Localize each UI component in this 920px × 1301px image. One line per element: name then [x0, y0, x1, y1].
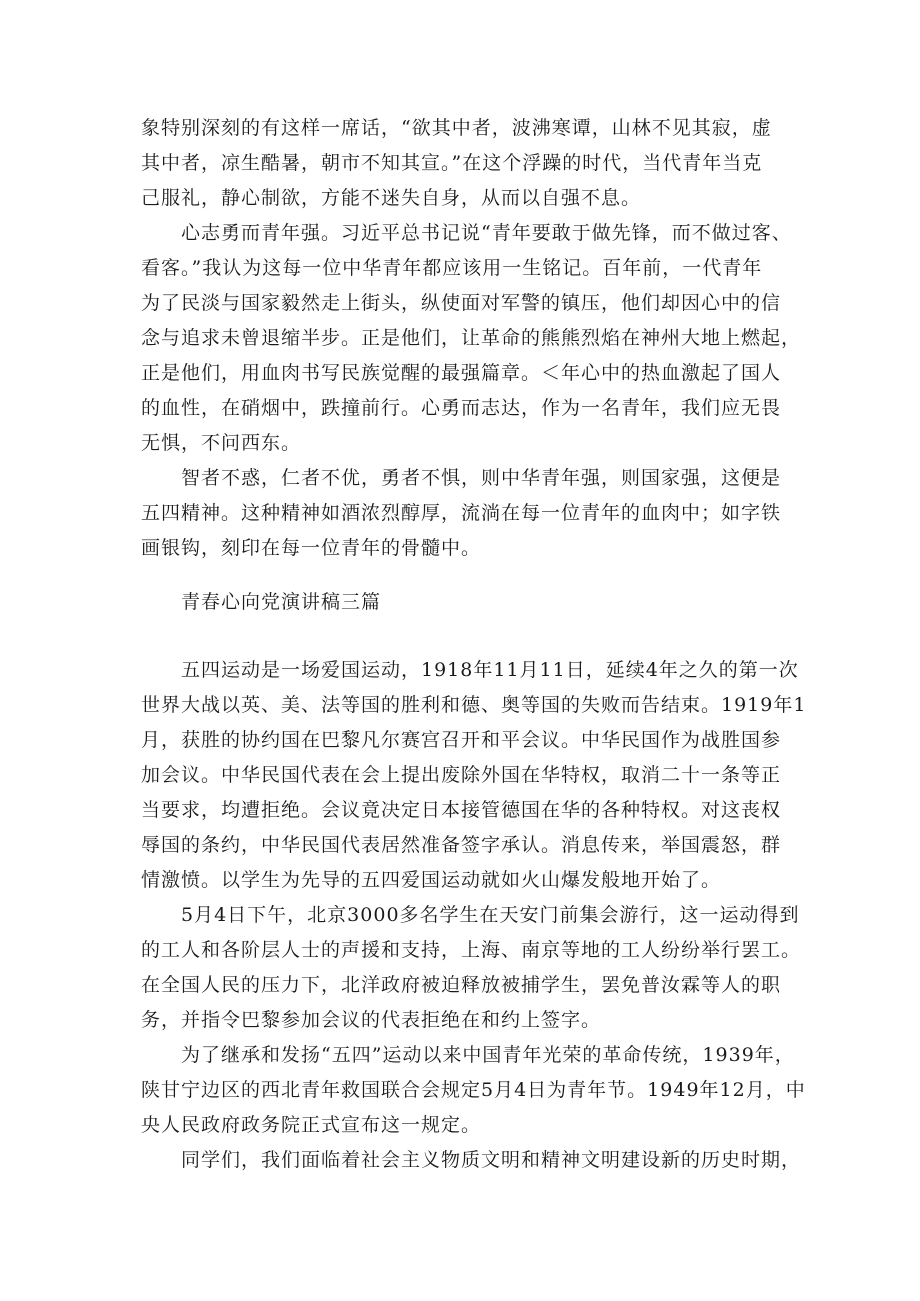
- paragraph-line: 在全国人民的压力下，北洋政府被迫释放被捕学生，罢免普汝霖等人的职: [141, 974, 782, 996]
- section-speech-body: [141, 653, 807, 1178]
- paragraph-line: 同学们，我们面临着社会主义物质文明和精神文明建设新的历史时期，: [141, 1149, 802, 1171]
- paragraph-line: 画银钩，刻印在每一位青年的骨髓中。: [141, 537, 482, 559]
- paragraph-line: 为了民淡与国家毅然走上街头，纵使面对军警的镇压，他们却因心中的信: [141, 292, 782, 314]
- paragraph-line: 辱国的条约，中华民国代表居然准备签字承认。消息传来，举国震怒，群: [141, 834, 782, 856]
- paragraph-line: 五四运动是一场爱国运动，1918年11月11日，延续4年之久的第一次: [141, 659, 799, 681]
- paragraph-line: 象特别深刻的有这样一席话，“欲其中者，波沸寒谭，山林不见其寂，虚: [141, 117, 772, 139]
- paragraph-line: 务，并指令巴黎参加会议的代表拒绝在和约上签字。: [141, 1009, 602, 1031]
- paragraph-line: 情激愤。以学生为先导的五四爱国运动就如火山爆发般地开始了。: [141, 869, 722, 891]
- paragraph-line: 看客。”我认为这每一位中华青年都应该用一生铭记。百年前，一代青年: [141, 257, 763, 279]
- paragraph-line: 世界大战以英、美、法等国的胜利和德、奥等国的失败而告结束。1919年1: [141, 694, 807, 716]
- paragraph-line: 月，获胜的协约国在巴黎凡尔赛宫召开和平会议。中华民国作为战胜国参: [141, 729, 782, 751]
- section-title: 青春心向党演讲稿三篇: [181, 591, 382, 613]
- paragraph-line: 陕甘宁边区的西北青年救国联合会规定5月4日为青年节。1949年12月，中: [141, 1079, 806, 1101]
- paragraph-line: 当要求，均遭拒绝。会议竟决定日本接管德国在华的各种特权。对这丧权: [141, 799, 782, 821]
- paragraph-line: 的工人和各阶层人士的声援和支持，上海、南京等地的工人纷纷举行罢工。: [141, 939, 802, 961]
- paragraph-line: 己服礼，静心制欲，方能不迷失自身，从而以自强不息。: [141, 187, 642, 209]
- paragraph-line: 的血性，在硝烟中，跌撞前行。心勇而志达，作为一名青年，我们应无畏: [141, 397, 782, 419]
- paragraph-line: 无惧，不问西东。: [141, 432, 302, 454]
- paragraph-line: 为了继承和发扬“五四”运动以来中国青年光荣的革命传统，1939年，: [141, 1044, 795, 1066]
- paragraph-line: 五四精神。这种精神如酒浓烈醇厚，流淌在每一位青年的血肉中；如字铁: [141, 502, 782, 524]
- paragraph-line: 心志勇而青年强。习近平总书记说“青年要敢于做先锋，而不做过客、: [141, 222, 792, 244]
- paragraph-line: 智者不惑，仁者不优，勇者不惧，则中华青年强，则国家强，这便是: [141, 467, 782, 489]
- paragraph-line: 其中者，凉生酷暑，朝市不知其宣。”在这个浮躁的时代，当代青年当克: [141, 152, 763, 174]
- paragraph-line: 念与追求未曾退缩半步。正是他们，让革命的熊熊烈焰在神州大地上燃起，: [141, 327, 802, 349]
- section-essay-continuation: [141, 111, 802, 566]
- paragraph-line: 5月4日下午，北京3000多名学生在天安门前集会游行，这一运动得到: [141, 904, 800, 926]
- paragraph-line: 加会议。中华民国代表在会上提出废除外国在华特权，取消二十一条等正: [141, 764, 782, 786]
- paragraph-line: 央人民政府政务院正式宣布这一规定。: [141, 1114, 482, 1136]
- paragraph-line: 正是他们，用血肉书写民族觉醒的最强篇章。＜年心中的热血激起了国人: [141, 362, 782, 384]
